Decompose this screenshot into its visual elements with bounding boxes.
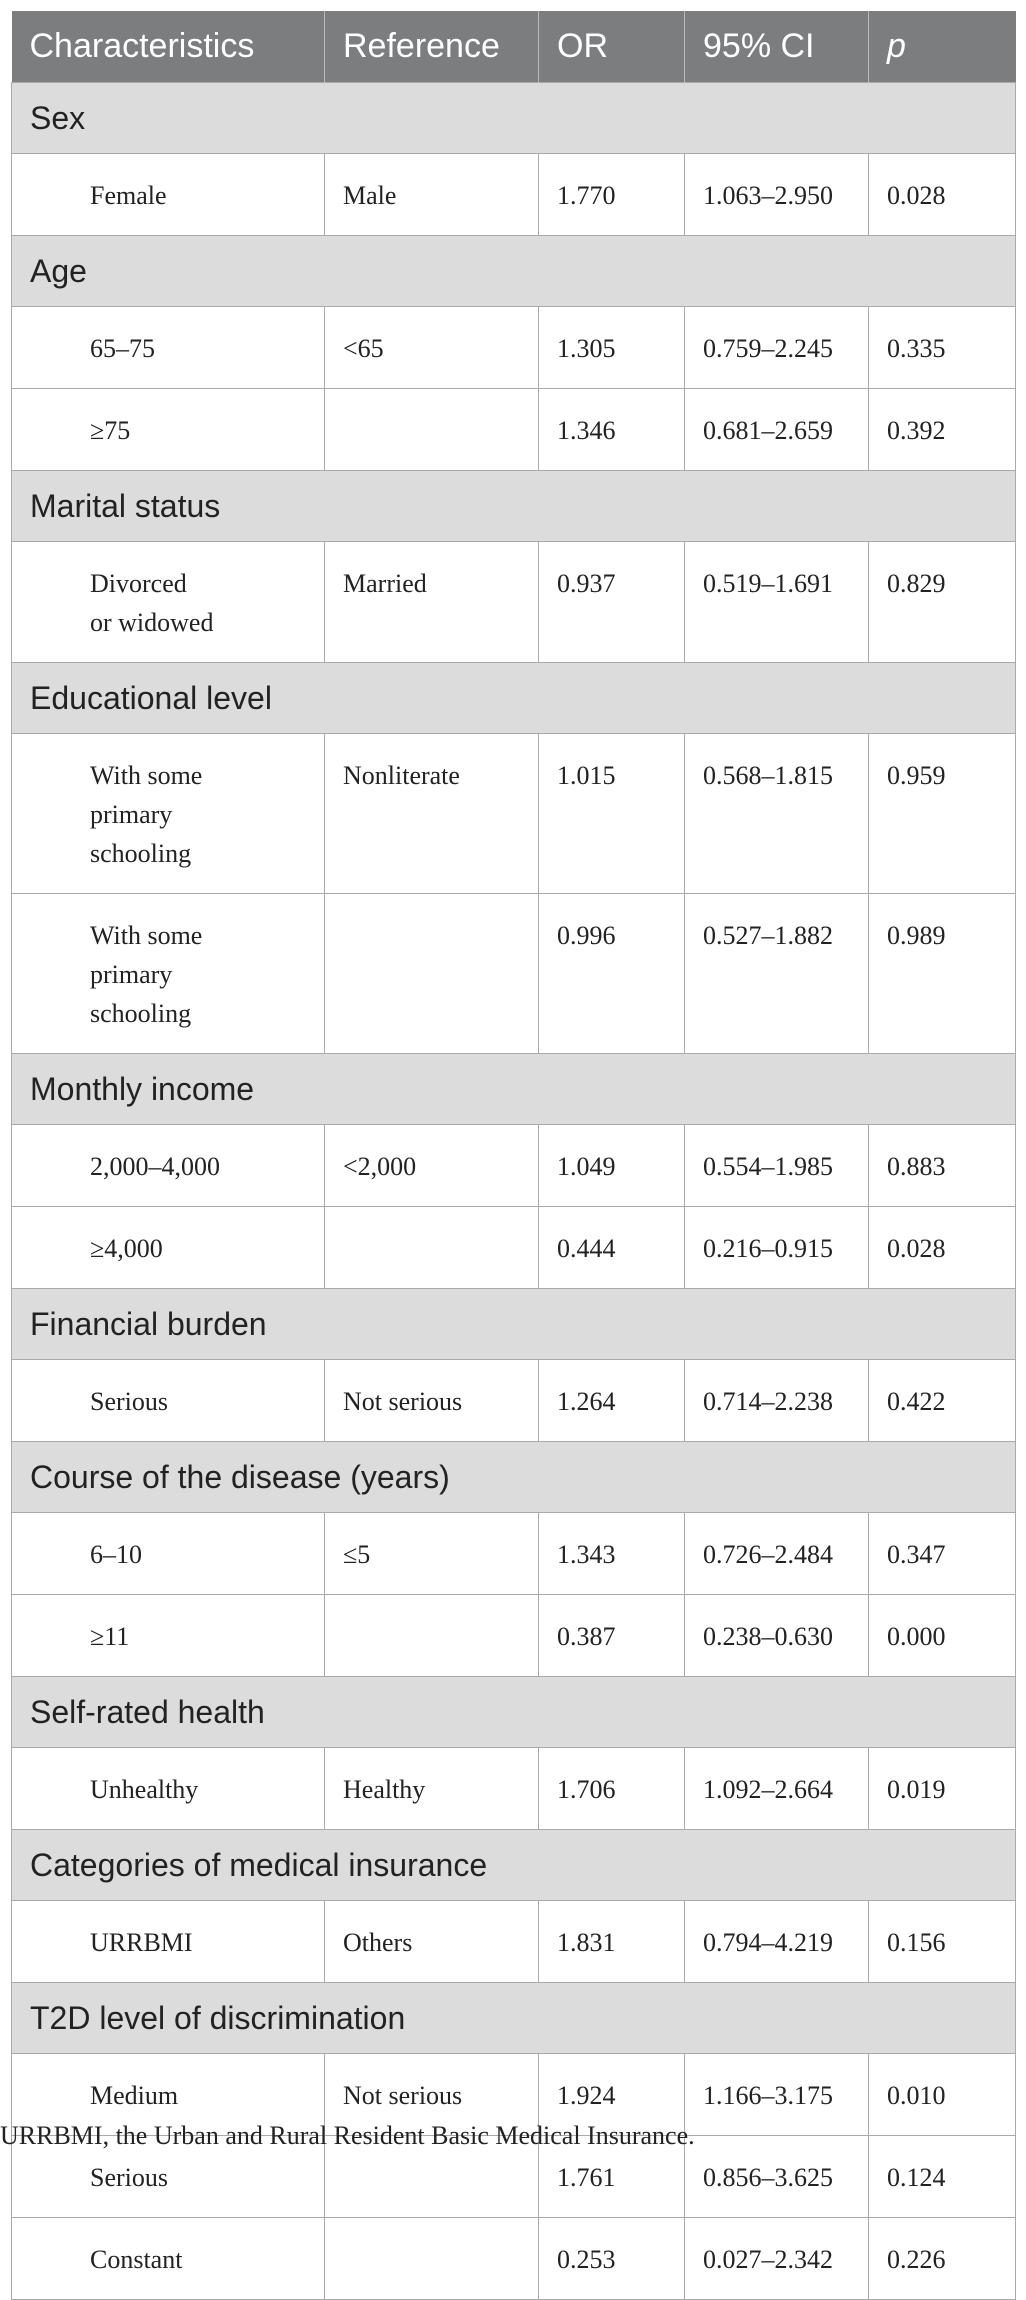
cell-characteristic: ≥4,000 — [12, 1207, 325, 1289]
header-ci: 95% CI — [685, 11, 869, 83]
section-header-row — [12, 1983, 1016, 2054]
cell-odds-ratio: 0.996 — [539, 894, 685, 1054]
cell-characteristic: Medium — [12, 2054, 325, 2136]
cell-p-value: 0.829 — [869, 542, 1016, 663]
cell-characteristic: Female — [12, 154, 325, 236]
cell-reference — [325, 1595, 539, 1677]
cell-p-value: 0.989 — [869, 894, 1016, 1054]
cell-odds-ratio: 0.937 — [539, 542, 685, 663]
cell-odds-ratio: 0.387 — [539, 1595, 685, 1677]
table-body — [12, 83, 1016, 2300]
cell-odds-ratio: 1.264 — [539, 1360, 685, 1442]
cell-p-value: 0.226 — [869, 2218, 1016, 2300]
cell-p-value: 0.028 — [869, 1207, 1016, 1289]
odds-ratio-table — [11, 11, 1016, 2300]
cell-characteristic: 6–10 — [12, 1513, 325, 1595]
cell-reference: Healthy — [325, 1748, 539, 1830]
cell-confidence-interval: 0.527–1.882 — [685, 894, 869, 1054]
section-title: Categories of medical insurance — [12, 1830, 1016, 1901]
cell-odds-ratio: 0.444 — [539, 1207, 685, 1289]
section-header-row — [12, 1442, 1016, 1513]
cell-characteristic: Serious — [12, 2136, 325, 2218]
table-row — [12, 389, 1016, 471]
section-header-row — [12, 1054, 1016, 1125]
header-reference: Reference — [325, 11, 539, 83]
table-row — [12, 1595, 1016, 1677]
cell-p-value: 0.156 — [869, 1901, 1016, 1983]
section-title: Financial burden — [12, 1289, 1016, 1360]
cell-confidence-interval: 0.027–2.342 — [685, 2218, 869, 2300]
section-title: Marital status — [12, 471, 1016, 542]
table-row — [12, 734, 1016, 894]
cell-characteristic: Divorced or widowed — [12, 542, 325, 663]
cell-characteristic: ≥75 — [12, 389, 325, 471]
cell-characteristic: 65–75 — [12, 307, 325, 389]
cell-confidence-interval: 0.714–2.238 — [685, 1360, 869, 1442]
cell-p-value: 0.959 — [869, 734, 1016, 894]
section-header-row — [12, 236, 1016, 307]
cell-characteristic: Serious — [12, 1360, 325, 1442]
section-header-row — [12, 83, 1016, 154]
table-row — [12, 542, 1016, 663]
cell-reference — [325, 1207, 539, 1289]
cell-confidence-interval: 0.726–2.484 — [685, 1513, 869, 1595]
cell-p-value: 0.883 — [869, 1125, 1016, 1207]
table-row — [12, 1748, 1016, 1830]
cell-p-value: 0.019 — [869, 1748, 1016, 1830]
cell-p-value: 0.000 — [869, 1595, 1016, 1677]
section-title: Educational level — [12, 663, 1016, 734]
section-title: Sex — [12, 83, 1016, 154]
cell-confidence-interval: 0.681–2.659 — [685, 389, 869, 471]
cell-reference: Not serious — [325, 2054, 539, 2136]
cell-confidence-interval: 0.519–1.691 — [685, 542, 869, 663]
cell-characteristic: With some primary schooling — [12, 894, 325, 1054]
cell-odds-ratio: 1.706 — [539, 1748, 685, 1830]
table-row — [12, 894, 1016, 1054]
cell-confidence-interval: 0.554–1.985 — [685, 1125, 869, 1207]
section-header-row — [12, 471, 1016, 542]
section-title: Age — [12, 236, 1016, 307]
cell-confidence-interval: 0.238–0.630 — [685, 1595, 869, 1677]
section-title: Course of the disease (years) — [12, 1442, 1016, 1513]
section-header-row — [12, 1289, 1016, 1360]
cell-p-value: 0.335 — [869, 307, 1016, 389]
header-p: p — [869, 11, 1016, 83]
table-row — [12, 1360, 1016, 1442]
cell-reference — [325, 2218, 539, 2300]
section-title: T2D level of discrimination — [12, 1983, 1016, 2054]
cell-odds-ratio: 1.924 — [539, 2054, 685, 2136]
cell-odds-ratio: 0.253 — [539, 2218, 685, 2300]
table-row — [12, 1513, 1016, 1595]
cell-p-value: 0.347 — [869, 1513, 1016, 1595]
cell-reference: Not serious — [325, 1360, 539, 1442]
section-header-row — [12, 663, 1016, 734]
cell-p-value: 0.028 — [869, 154, 1016, 236]
cell-odds-ratio: 1.343 — [539, 1513, 685, 1595]
cell-reference: <65 — [325, 307, 539, 389]
cell-odds-ratio: 1.305 — [539, 307, 685, 389]
table-header — [12, 11, 1016, 83]
cell-confidence-interval: 0.759–2.245 — [685, 307, 869, 389]
cell-confidence-interval: 0.856–3.625 — [685, 2136, 869, 2218]
section-header-row — [12, 1677, 1016, 1748]
cell-characteristic: Constant — [12, 2218, 325, 2300]
header-or: OR — [539, 11, 685, 83]
cell-characteristic: 2,000–4,000 — [12, 1125, 325, 1207]
table-row — [12, 1901, 1016, 1983]
cell-characteristic: ≥11 — [12, 1595, 325, 1677]
table-row — [12, 307, 1016, 389]
cell-characteristic: With some primary schooling — [12, 734, 325, 894]
cell-p-value: 0.124 — [869, 2136, 1016, 2218]
cell-odds-ratio: 1.015 — [539, 734, 685, 894]
cell-reference: ≤5 — [325, 1513, 539, 1595]
cell-confidence-interval: 0.216–0.915 — [685, 1207, 869, 1289]
cell-confidence-interval: 0.568–1.815 — [685, 734, 869, 894]
cell-characteristic: Unhealthy — [12, 1748, 325, 1830]
cell-confidence-interval: 1.063–2.950 — [685, 154, 869, 236]
cell-p-value: 0.392 — [869, 389, 1016, 471]
cell-p-value: 0.422 — [869, 1360, 1016, 1442]
header-characteristics: Characteristics — [12, 11, 325, 83]
table-row — [12, 154, 1016, 236]
cell-reference: Married — [325, 542, 539, 663]
table-footnote: URRBMI, the Urban and Rural Resident Basic Medical Insurance. — [0, 2121, 695, 2150]
table-row — [12, 2218, 1016, 2300]
cell-confidence-interval: 1.166–3.175 — [685, 2054, 869, 2136]
cell-reference: <2,000 — [325, 1125, 539, 1207]
cell-odds-ratio: 1.049 — [539, 1125, 685, 1207]
header-row — [12, 11, 1016, 83]
cell-characteristic: URRBMI — [12, 1901, 325, 1983]
table-row — [12, 1207, 1016, 1289]
cell-reference: Male — [325, 154, 539, 236]
section-title: Self-rated health — [12, 1677, 1016, 1748]
section-header-row — [12, 1830, 1016, 1901]
cell-odds-ratio: 1.346 — [539, 389, 685, 471]
cell-confidence-interval: 0.794–4.219 — [685, 1901, 869, 1983]
cell-reference — [325, 894, 539, 1054]
cell-odds-ratio: 1.831 — [539, 1901, 685, 1983]
cell-odds-ratio: 1.761 — [539, 2136, 685, 2218]
table-row — [12, 1125, 1016, 1207]
cell-reference — [325, 389, 539, 471]
cell-p-value: 0.010 — [869, 2054, 1016, 2136]
section-title: Monthly income — [12, 1054, 1016, 1125]
cell-odds-ratio: 1.770 — [539, 154, 685, 236]
cell-reference: Others — [325, 1901, 539, 1983]
cell-confidence-interval: 1.092–2.664 — [685, 1748, 869, 1830]
cell-reference: Nonliterate — [325, 734, 539, 894]
